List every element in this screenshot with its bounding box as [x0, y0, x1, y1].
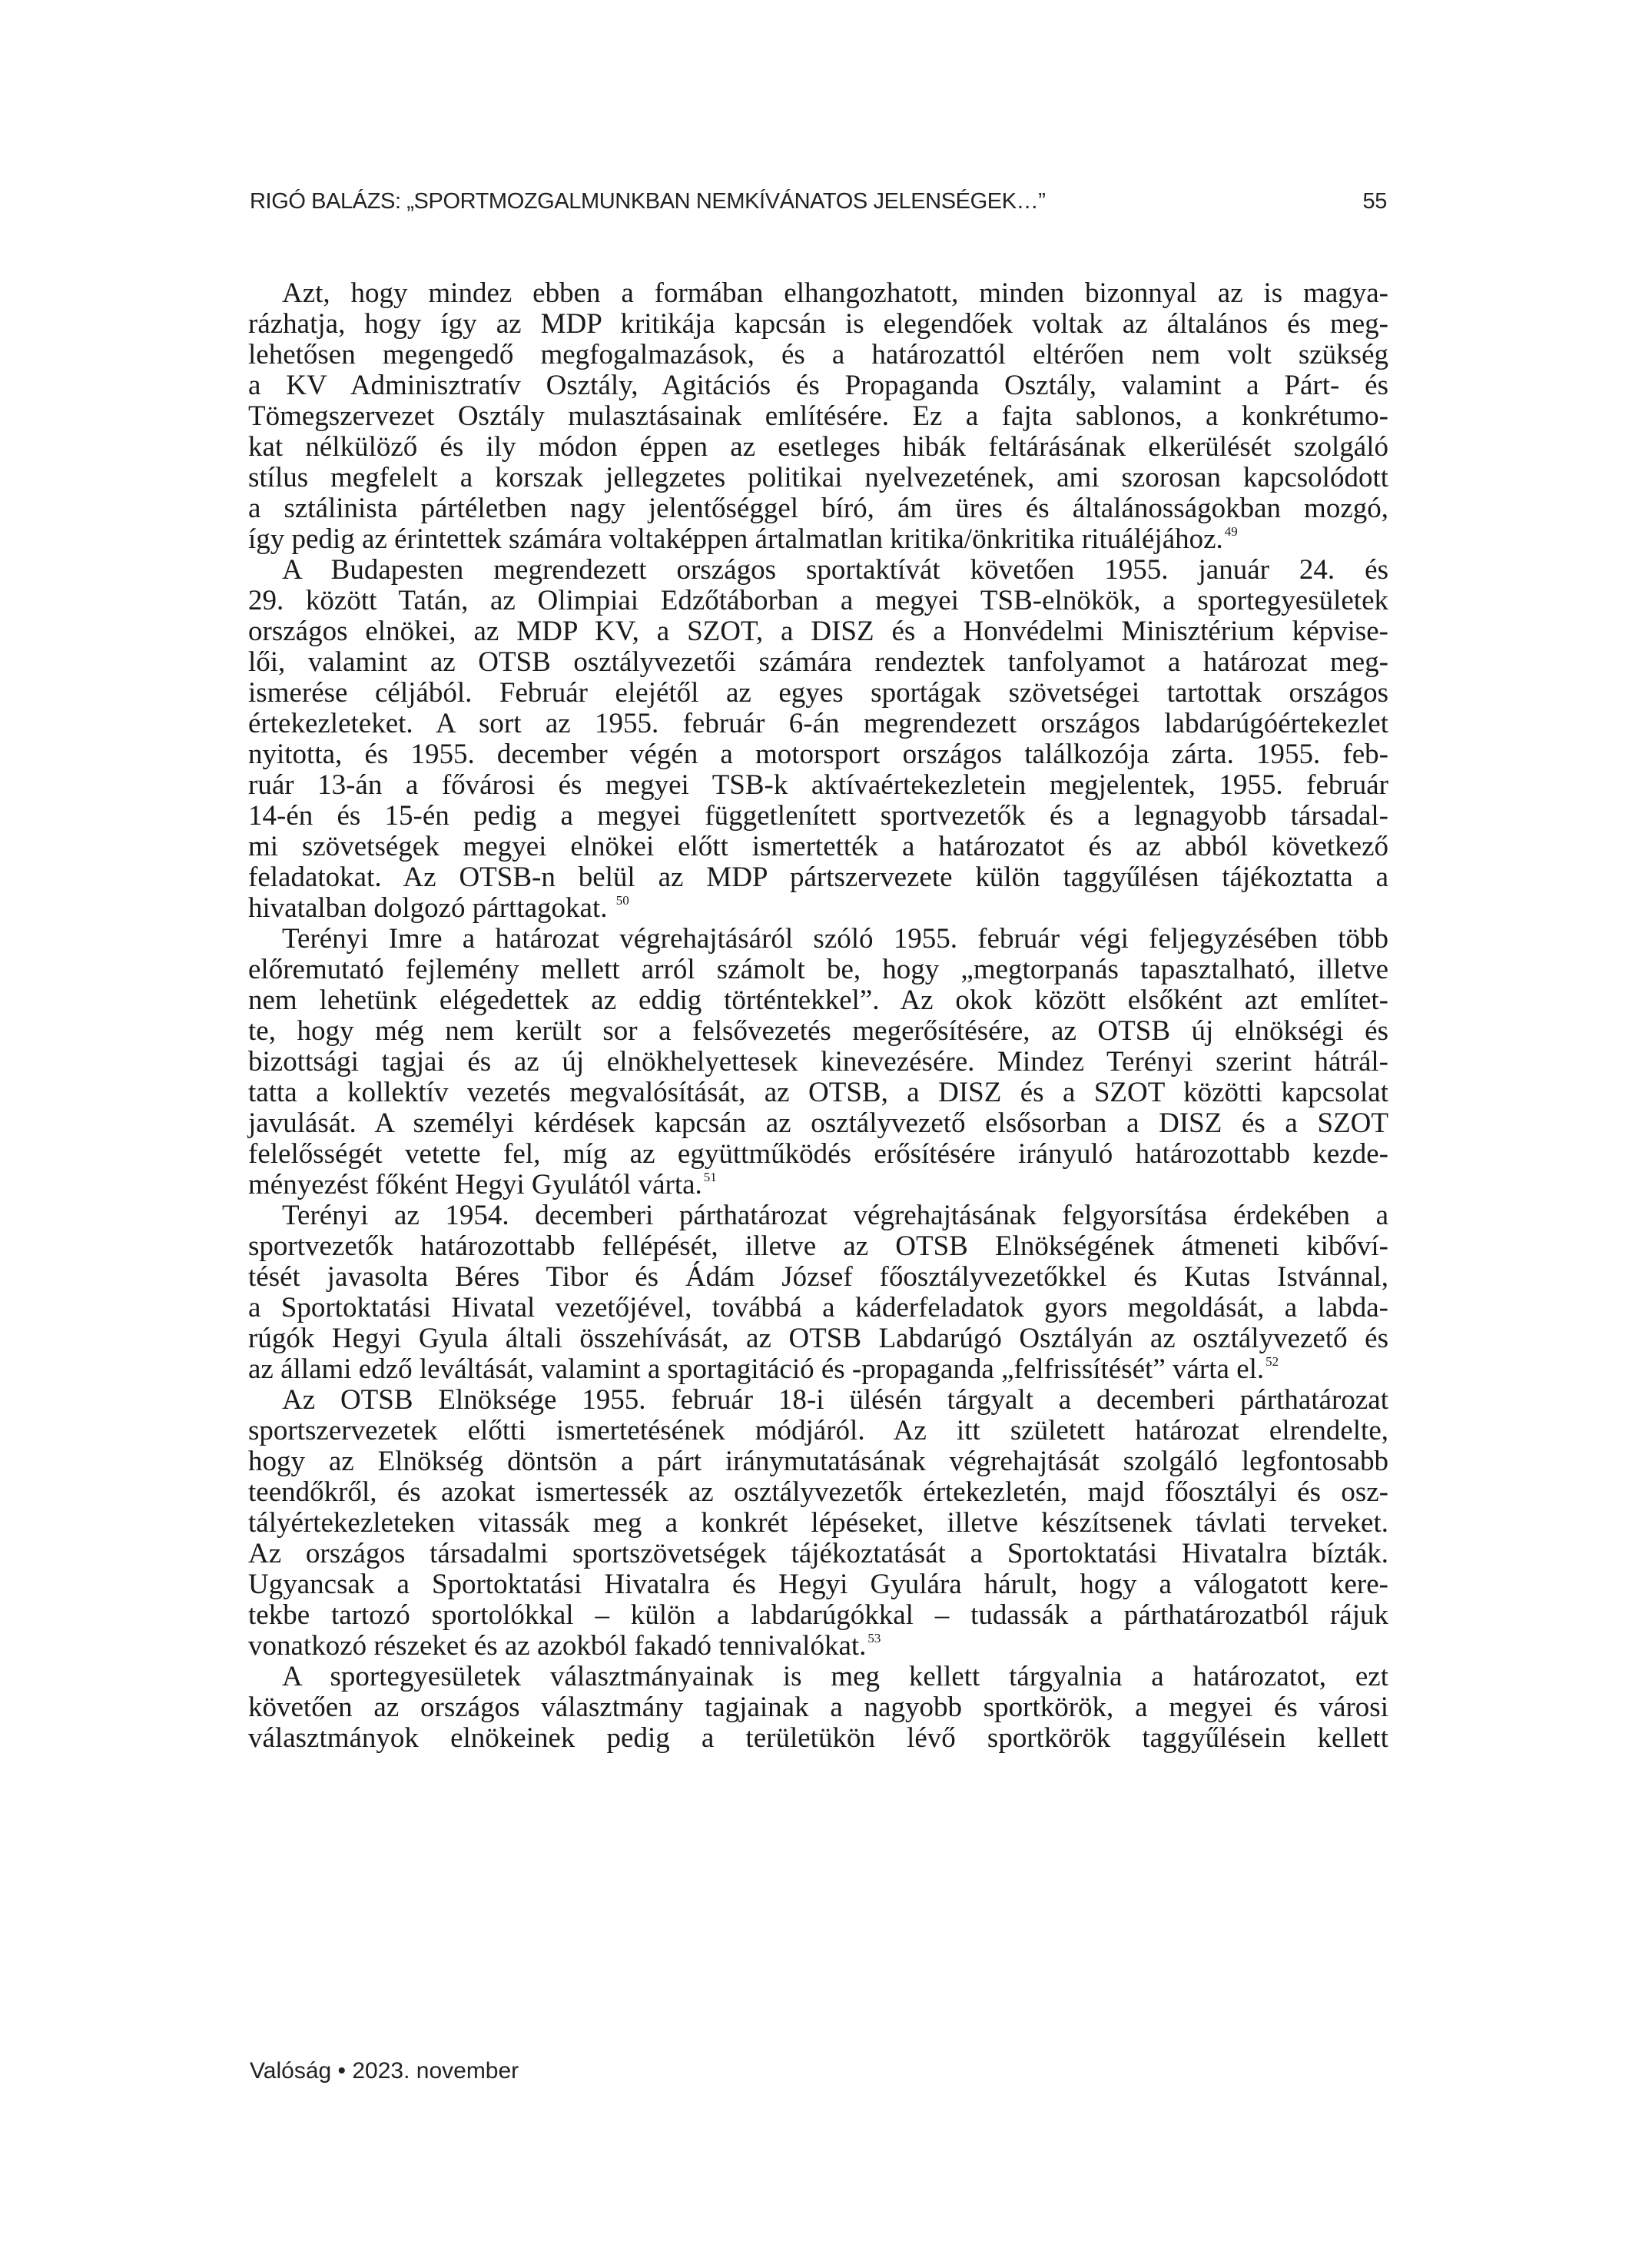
- text-line: az állami edző leváltását, valamint a sportagitáció és -propaganda „felfrissítését” várta el. $^{52}$: [248, 1353, 1279, 1385]
- text-line: tatta a kollektív vezetés megvalósítását, az OTSB, a DISZ és a SZOT közötti kapcsolat: [248, 1077, 1388, 1108]
- page-footer: [250, 2058, 519, 2084]
- text-line: felelősségét vetette fel, míg az együttműködés erősítésére irányuló határozottabb kezde-: [248, 1138, 1388, 1170]
- text-line: rúgók Hegyi Gyula általi összehívását, az OTSB Labdarúgó Osztályán az osztályvezető és: [248, 1323, 1388, 1354]
- paragraph: [248, 1662, 1388, 1754]
- article-body: [248, 278, 1388, 1754]
- text-line: tését javasolta Béres Tibor és Ádám József főosztályvezetőkkel és Kutas Istvánnal,: [248, 1261, 1388, 1293]
- page-number: 55: [1362, 189, 1387, 214]
- text-line: a KV Adminisztratív Osztály, Agitációs és Propaganda Osztály, valamint a Párt- és: [248, 370, 1388, 401]
- text-line: Az OTSB Elnöksége 1955. február 18-i ülésén tárgyalt a decemberi párthatározat: [282, 1384, 1388, 1416]
- text-line: ismerése céljából. Február elejétől az egyes sportágak szövetségei tartottak országos: [248, 677, 1388, 709]
- running-title: RIGÓ BALÁZS: „SPORTMOZGALMUNKBAN NEMKÍVÁNATOS JELENSÉGEK…”: [250, 189, 1046, 214]
- text-line: értekezleteket. A sort az 1955. február 6-án megrendezett országos labdarúgóértekezlet: [248, 708, 1388, 739]
- text-line: te, hogy még nem került sor a felsővezetés megerősítésére, az OTSB új elnökségi és: [248, 1015, 1388, 1047]
- text-line: javulását. A személyi kérdések kapcsán az osztályvezető elsősorban a DISZ és a SZOT: [248, 1107, 1388, 1139]
- text-line: hivatalban dolgozó párttagokat. $^{50}$: [248, 892, 629, 924]
- text-line: előremutató fejlemény mellett arról számolt be, hogy „megtorpanás tapasztalható, illetve: [248, 954, 1388, 985]
- paragraph: [248, 1200, 1388, 1385]
- text-line: kat nélkülöző és ily módon éppen az esetleges hibák feltárásának elkerülését szolgáló: [248, 431, 1388, 463]
- text-line: nem lehetünk elégedettek az eddig történtekkel”. Az okok között elsőként azt említet-: [248, 985, 1388, 1016]
- journal-issue: Valóság • 2023. november: [250, 2058, 519, 2084]
- text-line: országos elnökei, az MDP KV, a SZOT, a DISZ és a Honvédelmi Minisztérium képvise-: [248, 616, 1388, 647]
- footnote-marker[interactable]: 53: [867, 1631, 881, 1645]
- text-line: sportszervezetek előtti ismertetésének módjáról. Az itt született határozat elrendelte,: [248, 1415, 1388, 1446]
- text-line: mi szövetségek megyei elnökei előtt ismertették a határozatot és az abból következő: [248, 831, 1388, 862]
- text-line: Ugyancsak a Sportoktatási Hivatalra és Hegyi Gyulára hárult, hogy a válogatott kere-: [248, 1569, 1388, 1600]
- text-line: Az országos társadalmi sportszövetségek tájékoztatását a Sportoktatási Hivatalra bízták.: [248, 1538, 1388, 1569]
- text-line: feladatokat. Az OTSB-n belül az MDP pártszervezete külön taggyűlésen tájékoztatta a: [248, 862, 1388, 893]
- text-line: vonatkozó részeket és az azokból fakadó tennivalókat. $^{53}$: [248, 1630, 881, 1662]
- text-line: sportvezetők határozottabb fellépését, illetve az OTSB Elnökségének átmeneti kibőví-: [248, 1230, 1388, 1262]
- text-line: ményezést főként Hegyi Gyulától várta. $^{51}$: [248, 1169, 717, 1200]
- text-line: A sportegyesületek választmányainak is meg kellett tárgyalnia a határozatot, ezt: [282, 1661, 1388, 1692]
- text-line: bizottsági tagjai és az új elnökhelyettesek kinevezésére. Mindez Terényi szerint hátrál-: [248, 1046, 1388, 1078]
- paragraph: [248, 555, 1388, 924]
- running-header: [250, 189, 1387, 214]
- text-line: követően az országos választmány tagjainak a nagyobb sportkörök, a megyei és városi: [248, 1692, 1388, 1723]
- text-line: nyitotta, és 1955. december végén a motorsport országos találkozója zárta. 1955. feb-: [248, 739, 1388, 770]
- footnote-marker[interactable]: 52: [1265, 1354, 1279, 1369]
- paragraph: [248, 278, 1388, 555]
- footnote-marker[interactable]: 51: [703, 1170, 717, 1184]
- text-line: Tömegszervezet Osztály mulasztásainak említésére. Ez a fajta sablonos, a konkrétumo-: [248, 400, 1388, 432]
- footnote-marker[interactable]: 49: [1224, 524, 1238, 539]
- text-line: a sztálinista pártéletben nagy jelentőséggel bíró, ám üres és általánosságokban mozgó,: [248, 493, 1388, 524]
- text-line: tekbe tartozó sportolókkal – külön a labdarúgókkal – tudassák a párthatározatból rájuk: [248, 1599, 1388, 1631]
- text-line: hogy az Elnökség döntsön a párt iránymutatásának végrehajtását szolgáló legfontosabb: [248, 1446, 1388, 1477]
- text-line: 29. között Tatán, az Olimpiai Edzőtáborban a megyei TSB-elnökök, a sportegyesületek: [248, 585, 1388, 616]
- text-line: lehetősen megengedő megfogalmazások, és a határozattól eltérően nem volt szükség: [248, 339, 1388, 370]
- text-line: Terényi Imre a határozat végrehajtásáról szóló 1955. február végi feljegyzésében több: [282, 923, 1388, 955]
- text-line: rázhatja, hogy így az MDP kritikája kapcsán is elegendőek voltak az általános és meg-: [248, 308, 1388, 340]
- text-line: választmányok elnökeinek pedig a területükön lévő sportkörök taggyűlésein kellett: [248, 1722, 1388, 1754]
- paragraph: [248, 924, 1388, 1200]
- text-line: így pedig az érintettek számára voltaképpen ártalmatlan kritika/önkritika rituáléjához. $^{49}$: [248, 523, 1238, 555]
- text-line: Azt, hogy mindez ebben a formában elhangozhatott, minden bizonnyal az is magya-: [282, 277, 1388, 309]
- text-line: ruár 13-án a fővárosi és megyei TSB-k aktívaértekezletein megjelentek, 1955. február: [248, 769, 1388, 801]
- text-line: 14-én és 15-én pedig a megyei függetlenített sportvezetők és a legnagyobb társadal-: [248, 800, 1388, 832]
- text-line: stílus megfelelt a korszak jellegzetes politikai nyelvezetének, ami szorosan kapcsolódott: [248, 462, 1388, 493]
- text-line: tályértekezleteken vitassák meg a konkrét lépéseket, illetve készítsenek távlati terveket.: [248, 1507, 1388, 1539]
- text-line: A Budapesten megrendezett országos sportaktívát követően 1955. január 24. és: [282, 554, 1388, 586]
- footnote-marker[interactable]: 50: [615, 893, 629, 908]
- text-line: a Sportoktatási Hivatal vezetőjével, továbbá a káderfeladatok gyors megoldását, a labda-: [248, 1292, 1388, 1323]
- text-line: teendőkről, és azokat ismertessék az osztályvezetők értekezletén, majd főosztályi és osz-: [248, 1476, 1388, 1508]
- paragraph: [248, 1385, 1388, 1662]
- text-line: Terényi az 1954. decemberi párthatározat végrehajtásának felgyorsítása érdekében a: [282, 1200, 1388, 1231]
- text-line: lői, valamint az OTSB osztályvezetői számára rendeztek tanfolyamot a határozat meg-: [248, 646, 1388, 678]
